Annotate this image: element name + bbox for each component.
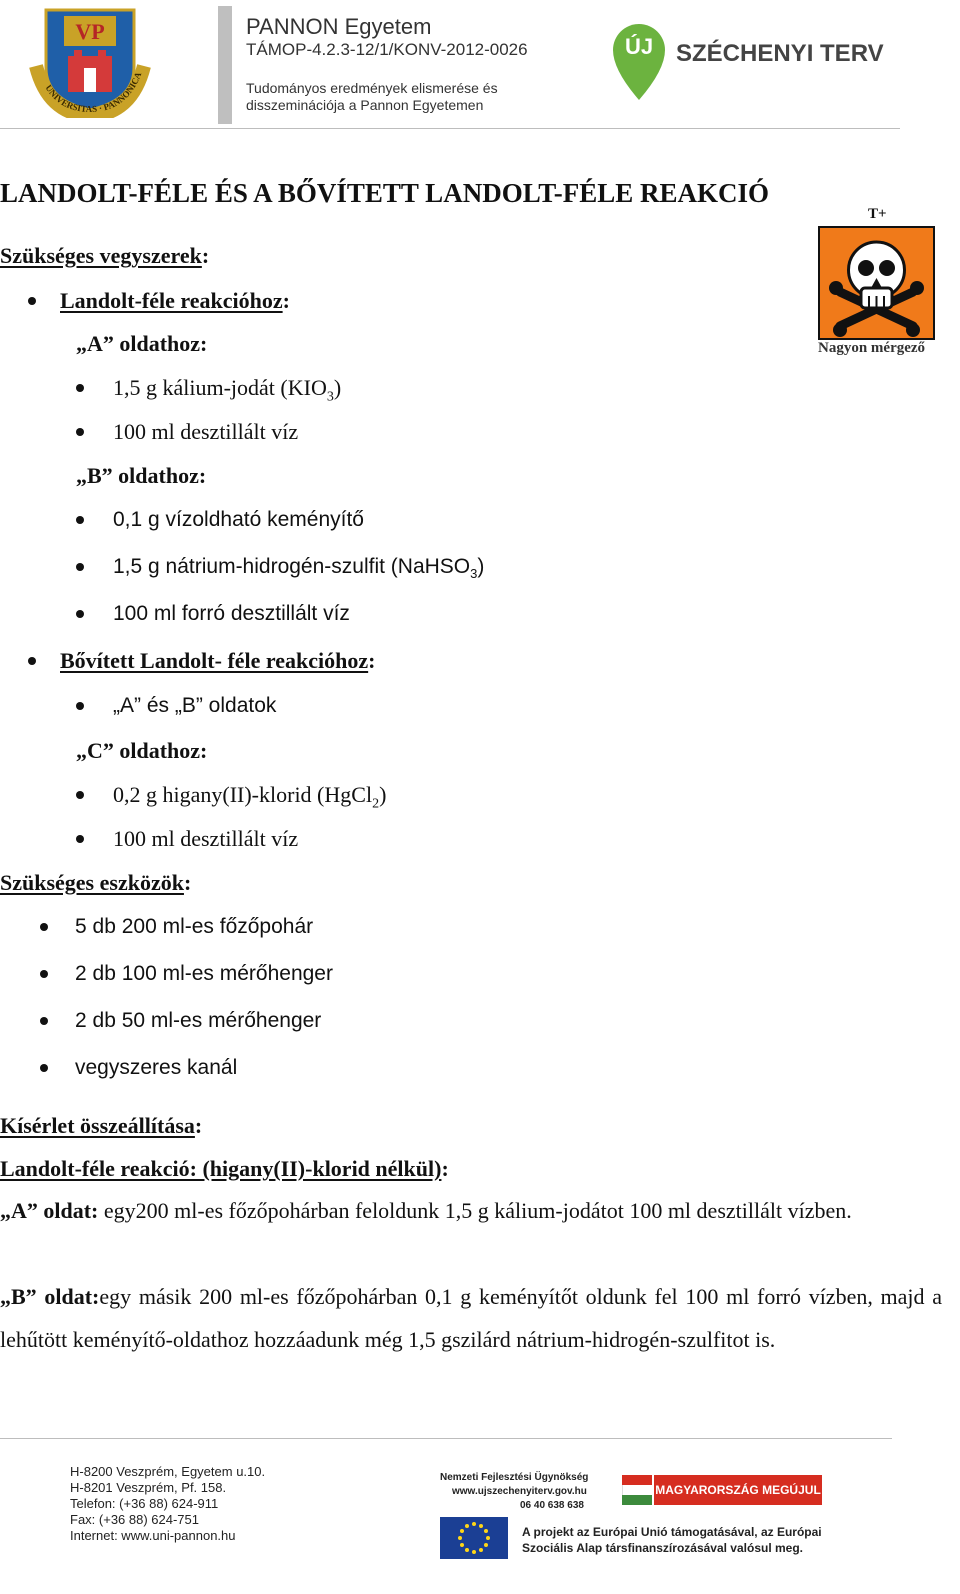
bullet-icon (76, 428, 84, 436)
hazard-code: T+ (868, 206, 887, 222)
experiment-heading: Kísérlet összeállítása: (0, 1113, 203, 1138)
reagent-starch: 0,1 g vízoldható keményítő (113, 508, 364, 531)
extended-landolt-label: Bővített Landolt- féle reakcióhoz: (60, 648, 376, 673)
logo-ring-text (28, 6, 152, 118)
hungarian-flag-icon (622, 1475, 652, 1505)
solution-a-heading: „A” oldathoz: (76, 331, 208, 356)
address-line: H-8200 Veszprém, Egyetem u.10. (70, 1464, 266, 1479)
solution-c-heading: „C” oldathoz: (76, 738, 208, 763)
header-desc-line-2: disszeminációja a Pannon Egyetemen (246, 97, 484, 113)
bullet-icon (76, 516, 84, 524)
header-desc-line-1: Tudományos eredmények elismerése és (246, 80, 498, 96)
bullet-icon (40, 923, 48, 931)
header-rule (0, 128, 900, 129)
landolt-label: Landolt-féle reakcióhoz: (60, 288, 290, 313)
tool-item: 2 db 50 ml-es mérőhenger (75, 1009, 322, 1032)
address-line: H-8201 Veszprém, Pf. 158. (70, 1480, 227, 1495)
svg-text:VP: VP (75, 19, 105, 44)
svg-text:UNIVERSITAS · PANNONICA: UNIVERSITAS · PANNONICA (43, 70, 144, 115)
skull-crossbones-icon (818, 226, 935, 340)
header-project-code: TÁMOP-4.2.3-12/1/KONV-2012-0026 (246, 40, 528, 59)
bullet-icon (76, 835, 84, 843)
bullet-icon (76, 610, 84, 618)
eu-support-text: A projekt az Európai Unió támogatásával, az Európai (522, 1525, 822, 1539)
megujul-banner: MAGYARORSZÁG MEGÚJUL (654, 1475, 822, 1505)
nfu-name: Nemzeti Fejlesztési Ügynökség (440, 1472, 589, 1483)
reagents-heading: Szükséges vegyszerek: (0, 243, 210, 268)
eu-flag-icon (440, 1517, 508, 1559)
nfu-website: www.ujszechenyiterv.gov.hu (452, 1486, 587, 1497)
tool-item: 2 db 100 ml-es mérőhenger (75, 962, 333, 985)
eu-support-text: Szociális Alap társfinanszírozásával valósul meg. (522, 1541, 803, 1555)
reagent-water-a: 100 ml desztillált víz (113, 419, 299, 444)
reagent-nahso3: 1,5 g nátrium-hidrogén-szulfit (NaHSO$_3$) (113, 555, 485, 582)
tool-item: 5 db 200 ml-es főzőpohár (75, 915, 314, 938)
bullet-icon (28, 657, 36, 665)
page-title: LANDOLT-FÉLE ÉS A BŐVÍTETT LANDOLT-FÉLE REAKCIÓ (0, 178, 770, 208)
address-line: Internet: www.uni-pannon.hu (70, 1528, 236, 1543)
bullet-icon (76, 702, 84, 710)
bullet-icon (40, 1017, 48, 1025)
experiment-subheading: Landolt-féle reakció: (higany(II)-klorid nélkül): (0, 1156, 449, 1181)
bullet-icon (76, 563, 84, 571)
bullet-icon (76, 384, 84, 392)
reagent-hot-water: 100 ml forró desztillált víz (113, 602, 350, 625)
tool-item: vegyszeres kanál (75, 1056, 238, 1079)
solution-b-paragraph: „B” oldat:egy másik 200 ml-es főzőpohárban 0,1 g keményítőt oldunk fel 100 ml forró vízben, majd a lehűtött keményítő-oldathoz hozzáadunk még 1,5 gszilárd nátrium-hidrogén-szulfitot is. (0, 1284, 942, 1352)
footer-rule (0, 1438, 892, 1439)
nfu-phone: 06 40 638 638 (520, 1500, 584, 1511)
reagent-kio3: 1,5 g kálium-jodát $(KIO_3)$ (113, 375, 342, 405)
hazard-label: Nagyon mérgező (818, 340, 926, 356)
szechenyi-terv-logo (610, 22, 900, 102)
szechenyi-badge-text: ÚJ (624, 34, 654, 59)
solution-b-heading: „B” oldathoz: (76, 463, 207, 488)
address-line: Telefon: (+36 88) 624-911 (70, 1496, 219, 1511)
address-line: Fax: (+36 88) 624-751 (70, 1512, 199, 1527)
header-org-name: PANNON Egyetem (246, 14, 432, 39)
tools-heading: Szükséges eszközök: (0, 870, 192, 895)
solution-a-paragraph: „A” oldat: egy200 ml-es főzőpohárban feloldunk 1,5 g kálium-jodátot 100 ml desztillált vízben. (0, 1198, 852, 1223)
reagent-a-and-b: „A” és „B” oldatok (113, 694, 277, 717)
bullet-icon (40, 970, 48, 978)
bullet-icon (76, 791, 84, 799)
reagent-water-c: 100 ml desztillált víz (113, 826, 299, 851)
reagent-hgcl2: 0,2 g higany(II)-klorid (HgCl$_2$) (113, 782, 387, 812)
bullet-icon (40, 1064, 48, 1072)
szechenyi-logo-text: SZÉCHENYI TERV (676, 40, 884, 67)
header-divider-bar (218, 6, 232, 124)
bullet-icon (28, 297, 36, 305)
